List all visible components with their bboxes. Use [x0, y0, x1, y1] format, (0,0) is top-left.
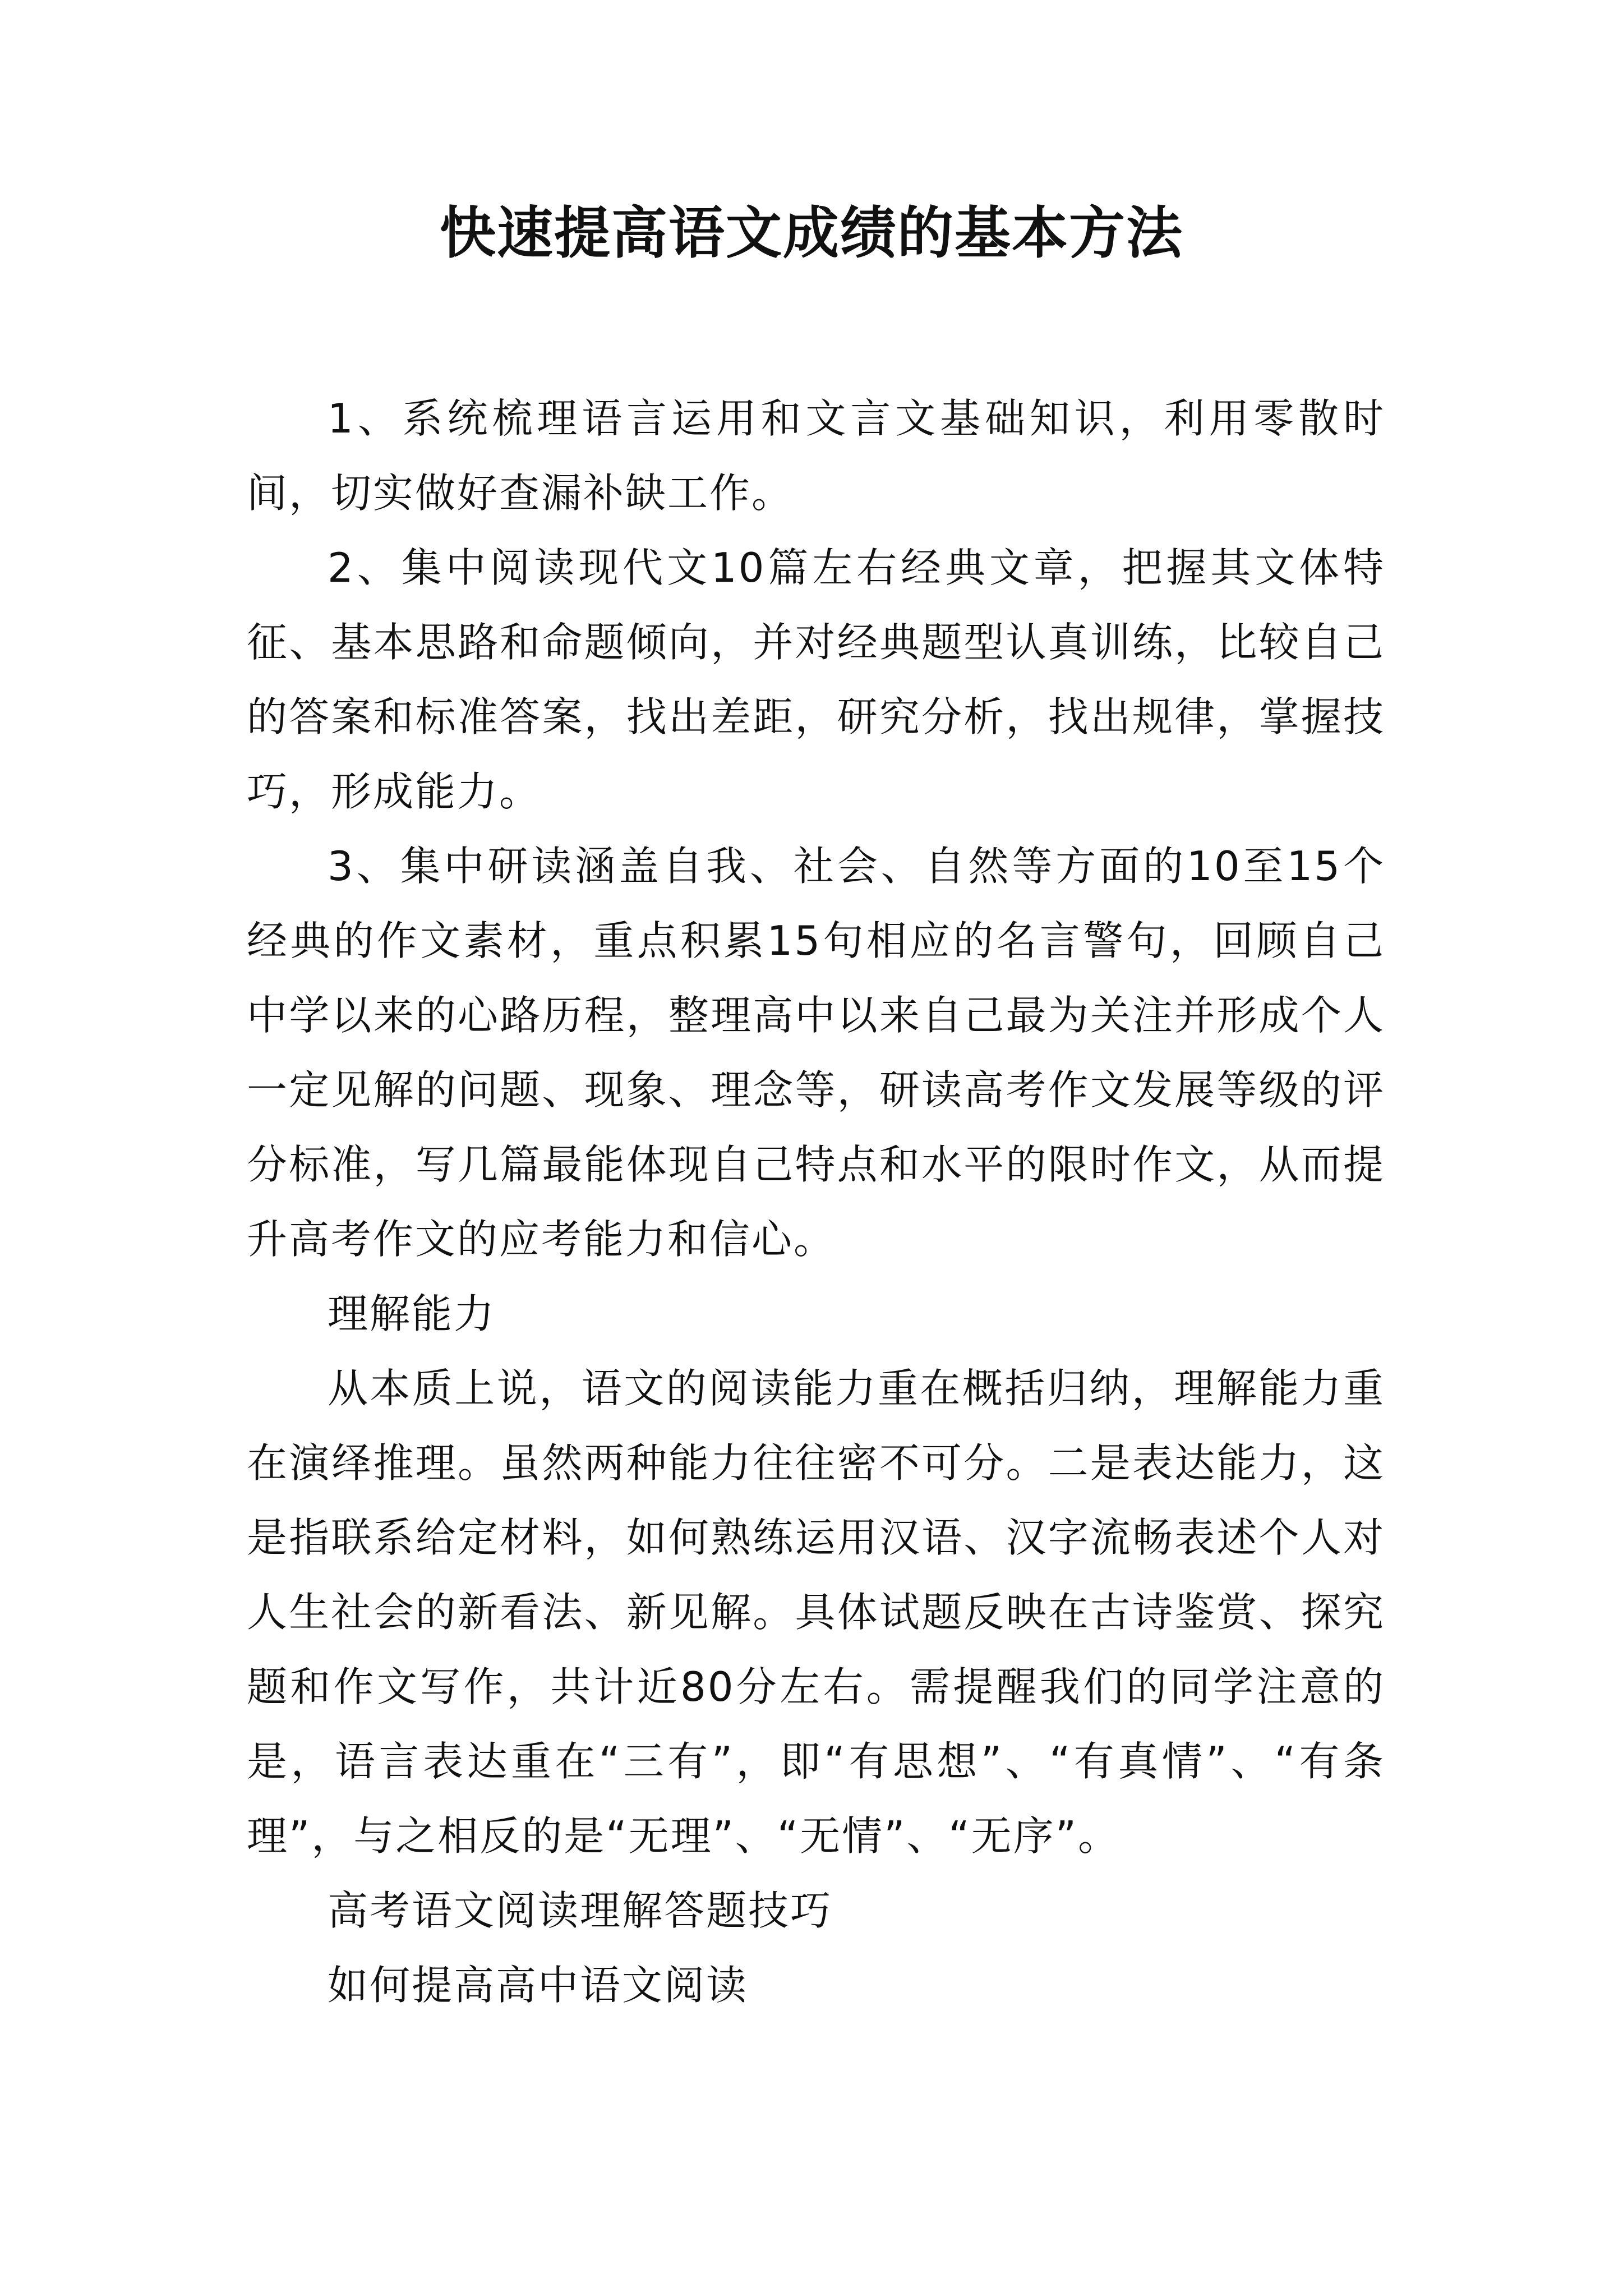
related-topic-1: 高考语文阅读理解答题技巧 — [328, 1887, 833, 1934]
paragraph-3: 3、集中研读涵盖自我、社会、自然等方面的10至15个经典的作文素材，重点积累15句相应的名言警句，回顾自己中学以来的心路历程，整理高中以来自己最为关注并形成个人一定见解的问题、现象、理念等，研读高考作文发展等级的评分标准，写几篇最能体现自己特点和水平的限时作文，从而提升高考作文的应考能力和信心。 — [247, 843, 1385, 1263]
paragraph-2: 2、集中阅读现代文10篇左右经典文章，把握其文体特征、基本思路和命题倾向，并对经典题型认真训练，比较自己的答案和标准答案，找出差距，研究分析，找出规律，掌握技巧，形成能力。 — [247, 544, 1385, 815]
document-body — [247, 381, 1385, 2023]
document-title: 快速提高语文成绩的基本方法 — [440, 200, 1183, 266]
section-heading-comprehension: 理解能力 — [328, 1290, 496, 1337]
related-topic-2: 如何提高高中语文阅读 — [328, 1962, 749, 2009]
paragraph-1: 1、系统梳理语言运用和文言文基础知识，利用零散时间，切实做好查漏补缺工作。 — [247, 395, 1385, 517]
paragraph-4: 从本质上说，语文的阅读能力重在概括归纳，理解能力重在演绎推理。虽然两种能力往往密不可分。二是表达能力，这是指联系给定材料，如何熟练运用汉语、汉字流畅表述个人对人生社会的新看法、新见解。具体试题反映在古诗鉴赏、探究题和作文写作，共计近80分左右。需提醒我们的同学注意的是，语言表达重在“三有”，即“有思想”、“有真情”、“有条理”，与之相反的是“无理”、“无情”、“无序”。 — [247, 1365, 1385, 1860]
